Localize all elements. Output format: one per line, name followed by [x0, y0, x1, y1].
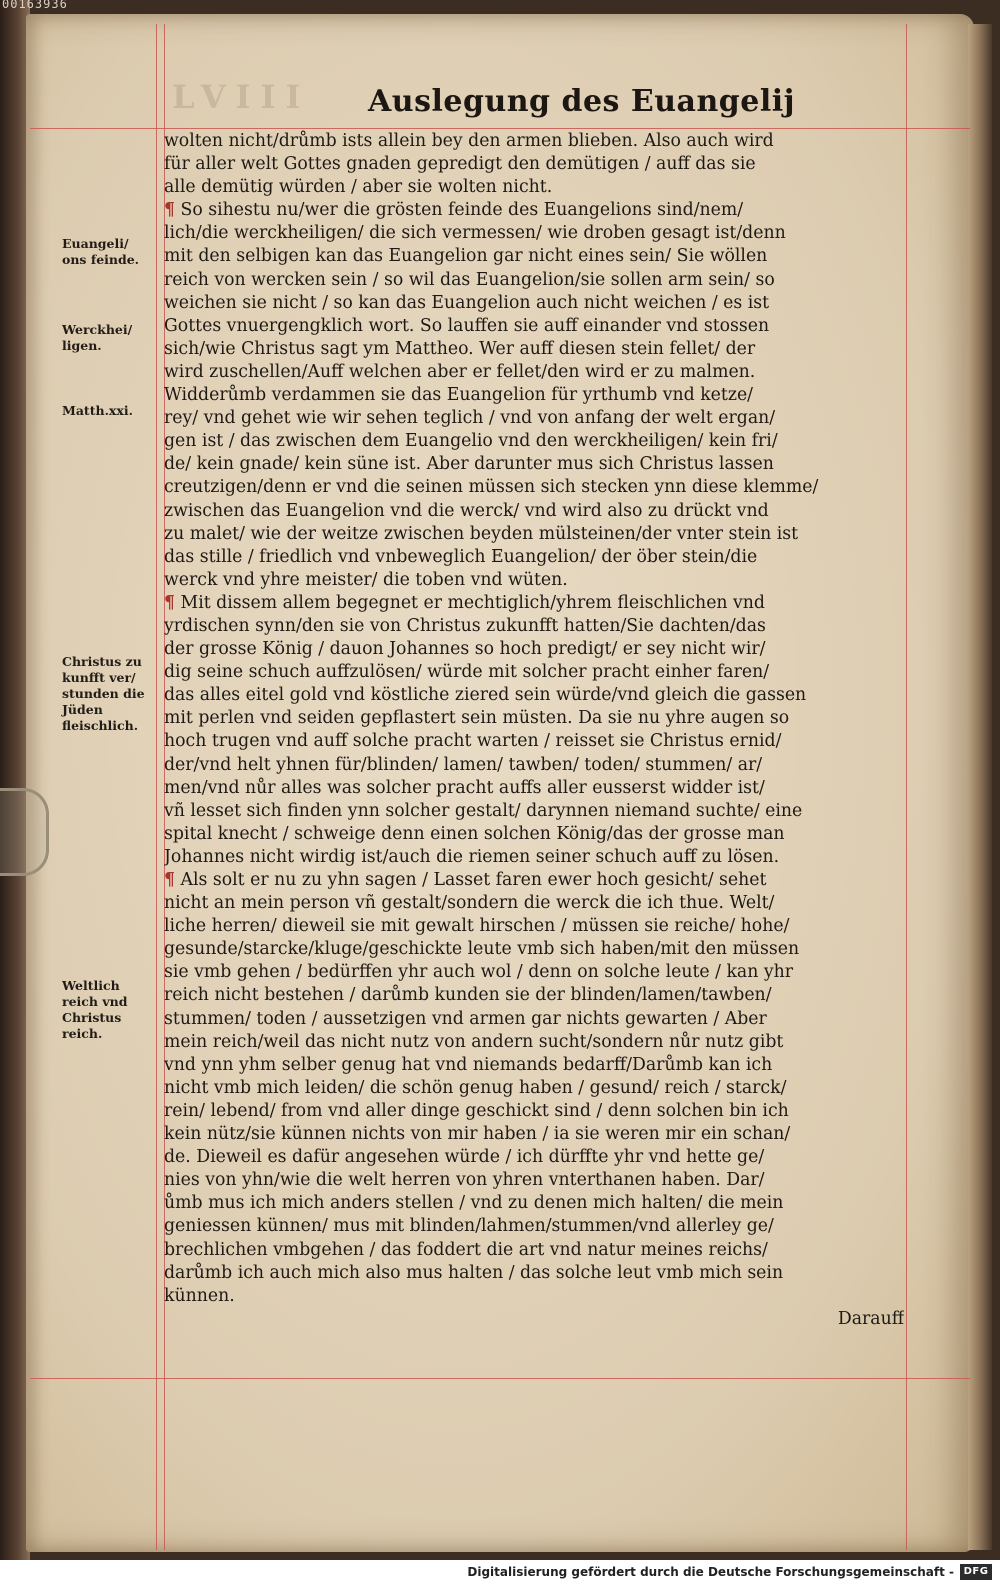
text-line: hoch trugen vnd auff solche pracht warten / reisset sie Christus ernid/: [164, 731, 782, 752]
text-line: rein/ lebend/ from vnd aller dinge geschickt sind / denn solchen bin ich: [164, 1100, 789, 1121]
page-edge: [968, 24, 992, 1550]
text-line: yrdischen synn/den sie von Christus zukunfft hatten/Sie dachten/das: [164, 615, 766, 636]
text-line: rey/ vnd gehet wie wir sehen teglich / vnd von anfang der welt ergan/: [164, 408, 776, 429]
show-through-folio: LVIII: [172, 78, 311, 116]
text-line: Gottes vnuergengklich wort. So lauffen sie auff einander vnd stossen: [164, 315, 770, 336]
text-line: vñ lesset sich finden ynn solcher gestalt/ darynnen niemand suchte/ eine: [164, 800, 803, 821]
text-line: mit den selbigen kan das Euangelion gar nicht eines sein/ Sie wöllen: [164, 246, 768, 267]
body-text: [164, 130, 904, 1331]
clasp-icon: [0, 788, 49, 876]
text-line: creutzigen/denn er vnd die seinen müssen sich stecken ynn diese klemme/: [164, 477, 819, 498]
text-line: ¶ So sihestu nu/wer die grösten feinde des Euangelions sind/nem/: [164, 200, 744, 221]
rule-left: [156, 24, 157, 1550]
paragraph-mark-icon: ¶: [164, 870, 175, 890]
text-line: de. Dieweil es dafür angesehen würde / ich dürffte yhr vnd hette ge/: [164, 1147, 765, 1168]
paragraph-mark-icon: ¶: [164, 592, 175, 613]
text-line: für aller welt Gottes gnaden gepredigt den demütigen / auff das sie: [164, 154, 756, 175]
text-line: brechlichen vmbgehen / das foddert die art vnd natur meines reichs/: [164, 1239, 768, 1260]
margin-note-1: Euangeli/ ons feinde.: [62, 236, 140, 267]
text-line: wird zuschellen/Auff welchen aber er fellet/den wird er zu malmen.: [164, 361, 756, 382]
text-line: kein nütz/sie künnen nichts von mir haben / ia sie weren mir ein schan/: [164, 1124, 791, 1145]
text-line: dig seine schuch auffzulösen/ würde mit solcher pracht einher faren/: [164, 662, 770, 683]
rule-bottom: [30, 1378, 970, 1379]
text-line: nicht an mein person vñ gestalt/sondern die werck die ich thue. Welt/: [164, 893, 775, 914]
text-line: zwischen das Euangelion vnd die werck/ vnd wird also zu drückt vnd: [164, 500, 769, 521]
text-line: sie vmb gehen / bedürffen yhr auch wol / denn on solche leute / kan yhr: [164, 962, 794, 983]
text-line: der/vnd helt yhnen für/blinden/ lamen/ tawben/ toden/ stummen/ ar/: [164, 754, 763, 775]
text-line: künnen.: [164, 1285, 235, 1306]
text-line: ¶ Mit dissem allem begegnet er mechtiglich/yhrem fleischlichen vnd: [164, 592, 765, 613]
text-line: Johannes nicht wirdig ist/auch die riemen seiner schuch auff zu lösen.: [164, 846, 780, 867]
text-line: mein reich/weil das nicht nutz von andern sucht/sondern nůr nutz gibt: [164, 1031, 784, 1052]
text-line: Widderůmb verdammen sie das Euangelion für yrthumb vnd ketze/: [164, 385, 753, 406]
dfg-logo-icon: DFG: [960, 1564, 992, 1580]
text-line: reich nicht bestehen / darůmb kunden sie der blinden/lamen/tawben/: [164, 985, 772, 1006]
running-head: Auslegung des Euangelij: [368, 84, 796, 119]
text-line: weichen sie nicht / so kan das Euangelion auch nicht weichen / es ist: [164, 292, 770, 313]
text-line: werck vnd yhre meister/ die toben vnd wüten.: [164, 569, 568, 590]
funding-credit: Digitalisierung gefördert durch die Deutsche Forschungsgemeinschaft -: [467, 1565, 954, 1579]
text-line: vnd ynn yhm selber genug hat vnd niemands bedarff/Darůmb kan ich: [164, 1054, 773, 1075]
text-line: alle demütig würden / aber sie wolten nicht.: [164, 177, 553, 198]
text-line: das alles eitel gold vnd köstliche ziered sein würde/vnd gleich die gassen: [164, 685, 807, 706]
text-line: lich/die werckheiligen/ die sich vermessen/ wie droben gesagt ist/denn: [164, 223, 786, 244]
text-line: ůmb mus ich mich anders stellen / vnd zu denen mich halten/ die mein: [164, 1193, 784, 1214]
text-line: de/ kein gnade/ kein süne ist. Aber darunter mus sich Christus lassen: [164, 454, 774, 475]
text-line: das stille / friedlich vnd vnbeweglich Euangelion/ der öber stein/die: [164, 546, 758, 567]
text-line: nicht vmb mich leiden/ die schön genug haben / gesund/ reich / starck/: [164, 1077, 787, 1098]
text-line: der grosse König / dauon Johannes so hoch predigt/ er sey nicht wir/: [164, 639, 766, 660]
footer-bar: [0, 1560, 1000, 1588]
text-line: gesunde/starcke/kluge/geschickte leute vmb sich haben/mit den müssen: [164, 939, 800, 960]
text-line: sich/wie Christus sagt ym Mattheo. Wer auff diesen stein fellet/ der: [164, 338, 756, 359]
margin-note-5: Weltlich reich vnd Christus reich.: [62, 978, 128, 1041]
shelfmark: 00163936: [2, 0, 68, 11]
text-line: wolten nicht/drůmb ists allein bey den armen blieben. Also auch wird: [164, 131, 774, 151]
text-line: gen ist / das zwischen dem Euangelio vnd den werckheiligen/ kein fri/: [164, 431, 778, 452]
text-line: liche herren/ dieweil sie mit gewalt hirschen / müssen sie reiche/ hohe/: [164, 916, 790, 937]
text-line: geniessen künnen/ mus mit blinden/lahmen/stummen/vnd allerley ge/: [164, 1216, 774, 1237]
paragraph-mark-icon: ¶: [164, 200, 175, 221]
text-line: spital knecht / schweige denn einen solchen König/das der grosse man: [164, 823, 785, 844]
rule-top: [30, 128, 970, 129]
text-line: darůmb ich auch mich also mus halten / das solche leut vmb mich sein: [164, 1262, 784, 1283]
catchword: Darauff: [837, 1308, 904, 1329]
text-line: stummen/ toden / aussetzigen vnd armen gar nichts gewarten / Aber: [164, 1008, 767, 1029]
margin-note-2: Werckhei/ ligen.: [62, 322, 133, 353]
text-line: ¶ Als solt er nu zu yhn sagen / Lasset faren ewer hoch gesicht/ sehet: [164, 870, 767, 890]
text-line: men/vnd nůr alles was solcher pracht auffs aller eusserst widder ist/: [164, 777, 765, 798]
text-line: nies von yhn/wie die welt herren von yhren vnterthanen haben. Dar/: [164, 1170, 765, 1191]
text-line: zu malet/ wie der weitze zwischen beyden mülsteinen/der vnter stein ist: [164, 523, 799, 544]
rule-right: [906, 24, 907, 1550]
text-line: reich von wercken sein / so wil das Euangelion/sie sollen arm sein/ so: [164, 269, 775, 290]
margin-note-3: Matth.xxi.: [62, 403, 133, 418]
margin-note-4: Christus zu kunfft ver/ stunden die Jüden fleischlich.: [62, 654, 145, 733]
text-line: mit perlen vnd seiden gepflastert sein müsten. Da sie nu yhre augen so: [164, 708, 790, 729]
